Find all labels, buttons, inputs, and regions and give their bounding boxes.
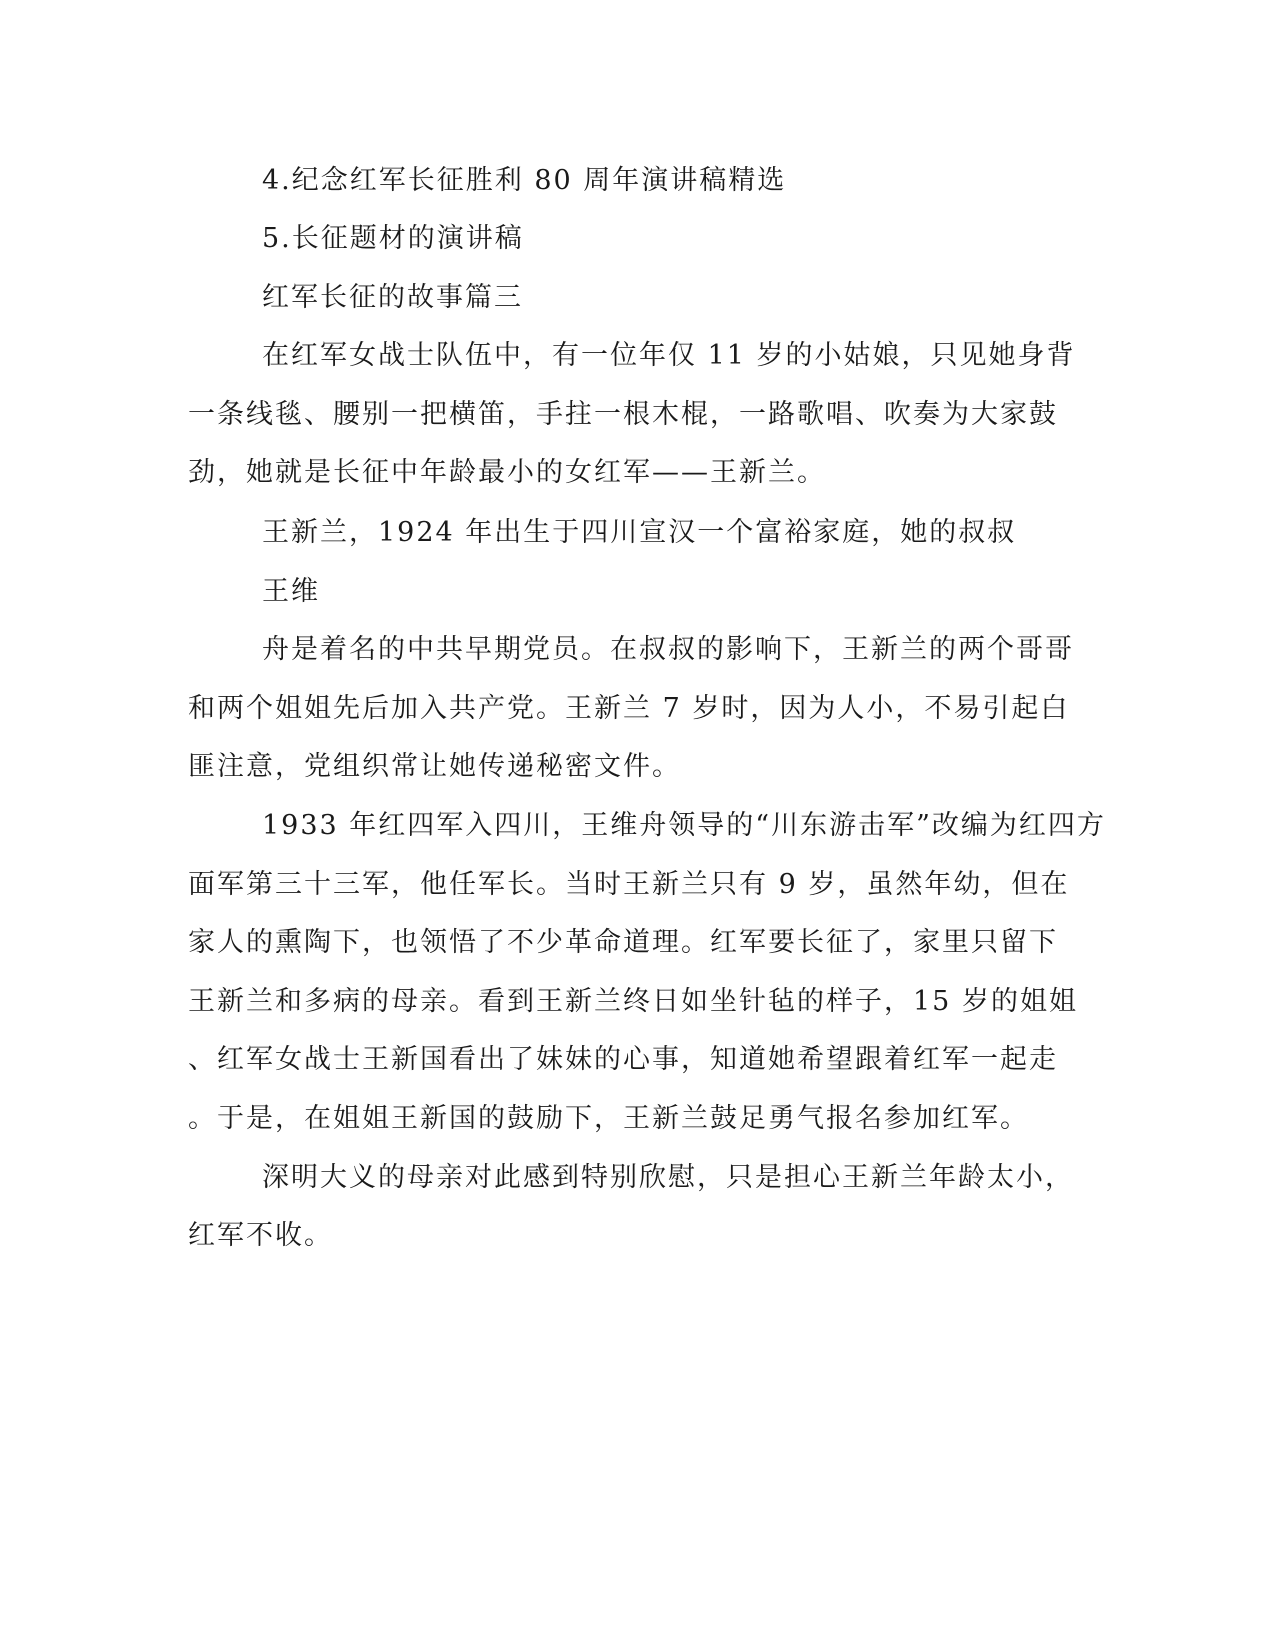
paragraph-line: 一条线毯、腰别一把横笛，手拄一根木棍，一路歌唱、吹奏为大家鼓 xyxy=(188,399,1058,430)
paragraph-line: 深明大义的母亲对此感到特别欣慰，只是担心王新兰年龄太小， xyxy=(262,1162,1074,1193)
paragraph-line: 舟是着名的中共早期党员。在叔叔的影响下，王新兰的两个哥哥 xyxy=(262,634,1074,665)
paragraph-line: 1933 年红四军入四川，王维舟领导的“川东游击军”改编为红四方 xyxy=(262,810,1106,841)
paragraph-line: 匪注意，党组织常让她传递秘密文件。 xyxy=(188,751,681,782)
paragraph-line: 家人的熏陶下，也领悟了不少革命道理。红军要长征了，家里只留下 xyxy=(188,927,1058,958)
paragraph-line: 和两个姐姐先后加入共产党。王新兰 7 岁时，因为人小，不易引起白 xyxy=(188,693,1070,724)
paragraph-line: 、红军女战士王新国看出了妹妹的心事，知道她希望跟着红军一起走 xyxy=(188,1044,1058,1075)
section-heading: 红军长征的故事篇三 xyxy=(262,282,523,313)
paragraph-line: 王新兰，1924 年出生于四川宣汉一个富裕家庭，她的叔叔 xyxy=(262,517,1017,548)
paragraph-line: 。于是，在姐姐王新国的鼓励下，王新兰鼓足勇气报名参加红军。 xyxy=(188,1103,1029,1134)
paragraph-line: 红军不收。 xyxy=(188,1220,333,1251)
paragraph-line: 王新兰和多病的母亲。看到王新兰终日如坐针毡的样子，15 岁的姐姐 xyxy=(188,986,1078,1017)
paragraph-line: 王维 xyxy=(262,576,320,607)
list-item: 4.纪念红军长征胜利 80 周年演讲稿精选 xyxy=(262,165,787,196)
paragraph-line: 在红军女战士队伍中，有一位年仅 11 岁的小姑娘，只见她身背 xyxy=(262,340,1076,371)
list-item: 5.长征题材的演讲稿 xyxy=(262,223,524,254)
paragraph-line: 劲，她就是长征中年龄最小的女红军——王新兰。 xyxy=(188,457,826,488)
paragraph-line: 面军第三十三军，他任军长。当时王新兰只有 9 岁，虽然年幼，但在 xyxy=(188,869,1070,900)
